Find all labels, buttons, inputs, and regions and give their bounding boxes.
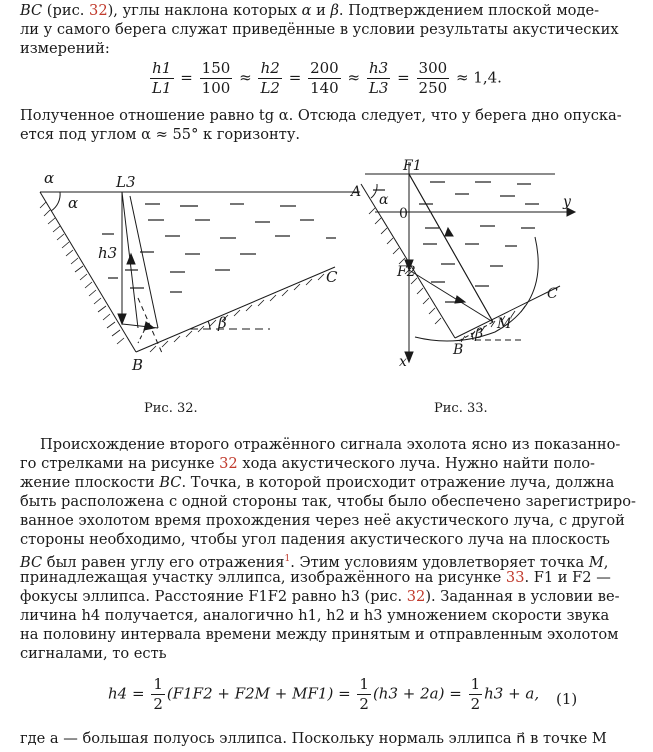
equation-part: h3 + a, <box>484 684 540 703</box>
equation-part: (F1F2 + F2M + MF1) = <box>166 684 356 703</box>
para2-line-8 <box>20 569 611 587</box>
alpha-arc <box>371 184 377 198</box>
fraction-half <box>151 676 165 713</box>
fraction-h1-l1 <box>150 60 174 97</box>
text-fragment: фокусы эллипса. Расстояние F1F2 равно h3 (рис. <box>20 588 407 605</box>
fig32-label-alpha-top: α <box>44 169 55 187</box>
text-fragment: жение плоскости <box>20 474 160 491</box>
equals-sign: = <box>288 68 302 87</box>
text-fragment: был равен углу его отражения <box>42 553 285 571</box>
fig32-label-h3: h3 <box>98 244 118 262</box>
text-fragment: . Точка, в которой происходит отражение луча, должна <box>181 474 615 491</box>
equation-result: ≈ 1,4. <box>455 68 502 87</box>
fig33-label-x: x <box>399 354 407 370</box>
para2-line-9 <box>20 588 620 606</box>
fig33-label-f2: F2 <box>397 264 416 280</box>
fraction-den: 2 <box>153 695 163 713</box>
text-line-top-2: ли у самого берега служат приведённые в условии результаты акустических <box>20 21 619 38</box>
fraction-num: 300 <box>418 59 448 77</box>
fig33-label-b: B <box>453 342 464 358</box>
math-beta: β <box>330 2 339 19</box>
fraction-h3-l3 <box>367 60 391 97</box>
fig33-label-zero: 0 <box>399 206 408 222</box>
math-bc: BC <box>20 2 43 19</box>
para2-line-11: на половину интервала времени между принятым и отправленным эхолотом <box>20 626 619 643</box>
caption-fig-32: Рис. 32. <box>144 401 198 416</box>
fraction-num: h2 <box>258 60 282 79</box>
text-fragment: . Этим условиям удовлетворяет точка <box>290 553 589 571</box>
fraction-num: 1 <box>153 675 163 693</box>
para2-line-2 <box>20 455 595 473</box>
figure-33 <box>345 152 585 377</box>
para2-line-10: личина h4 получается, аналогично h1, h2 и h3 умножением скорости звука <box>20 607 610 624</box>
ray-return <box>409 174 493 322</box>
equation-part: (h3 + 2a) = <box>372 684 467 703</box>
fig33-label-beta: β <box>475 326 484 342</box>
text-fragment: го стрелками на рисунке <box>20 455 220 472</box>
footnote-ref-1[interactable]: 1 <box>284 554 291 564</box>
fraction-den: 100 <box>201 79 231 97</box>
fig32-label-c: C <box>326 268 338 286</box>
equation-lhs: h4 = <box>108 684 150 703</box>
figure-ref-32[interactable]: 32 <box>219 455 238 472</box>
fraction-den: L3 <box>368 79 389 97</box>
text-fragment: . F1 и F2 — <box>524 569 611 586</box>
fig33-label-alpha: α <box>379 192 389 208</box>
beta-arc <box>208 321 210 329</box>
figure-ref-32[interactable]: 32 <box>406 588 426 605</box>
fraction-num: 200 <box>310 59 339 77</box>
slope-bc-line <box>136 267 335 352</box>
math-m: M <box>588 553 604 571</box>
fig32-label-beta: β <box>218 314 227 332</box>
text-line-result-1: Полученное отношение равно tg α. Отсюда следует, что у берега дно опуска- <box>20 107 622 124</box>
text-fragment: , <box>603 553 609 571</box>
para2-line-12: сигналами, то есть <box>20 645 167 662</box>
fraction-num: 1 <box>470 675 481 693</box>
figure-ref-32[interactable]: 32 <box>89 2 108 19</box>
ray-arrow-2 <box>445 228 453 236</box>
text-line-top-1 <box>20 2 600 20</box>
fraction-h2-l2 <box>258 60 282 97</box>
approx-sign: ≈ <box>239 68 252 87</box>
water-dashes <box>102 204 336 292</box>
para2-line-6: стороны необходимо, чтобы угол падения акустического луча на плоскость <box>20 531 610 548</box>
text-fragment: хода акустического луча. Нужно найти поло- <box>237 455 595 472</box>
fraction-num: 1 <box>359 675 369 693</box>
normal-dashed-line <box>138 298 162 353</box>
math-bc: BC <box>20 553 43 571</box>
fraction-den: 2 <box>470 695 481 713</box>
water-dashes <box>373 182 539 302</box>
fraction-num: 150 <box>201 59 231 77</box>
equation-ratio <box>148 60 502 97</box>
fraction-300-250 <box>417 60 450 97</box>
math-bc: BC <box>159 474 182 491</box>
equals-sign: = <box>180 68 193 87</box>
alpha-arc <box>51 192 60 211</box>
text-line-last: где a — большая полуось эллипса. Поскольку нормаль эллипса n⃗ в точке M <box>20 730 607 747</box>
h3-arrow-head <box>118 314 126 324</box>
text-fragment: и <box>311 2 331 19</box>
fraction-den: 2 <box>359 695 369 713</box>
fraction-num: h1 <box>150 60 174 79</box>
fig33-label-a: A <box>351 184 362 200</box>
fig33-label-y: y <box>563 194 571 210</box>
para2-line-4: быть расположена с одной стороны так, чтобы было обеспечено зарегистриро- <box>20 493 636 510</box>
math-alpha: α <box>301 2 312 19</box>
fraction-den: L1 <box>152 79 172 97</box>
ray-arrow-2 <box>127 254 135 264</box>
fig33-label-m: M <box>497 316 512 332</box>
equation-h4 <box>108 676 539 713</box>
text-fragment: . Подтверждением плоской моде- <box>338 2 600 19</box>
fraction-half <box>469 676 483 713</box>
fraction-200-140 <box>308 60 341 97</box>
para2-line-1: Происхождение второго отражённого сигнала эхолота ясно из показанно- <box>40 436 621 453</box>
fraction-den: L2 <box>260 79 280 97</box>
fraction-num: h3 <box>367 60 391 79</box>
text-fragment: (рис. <box>42 2 90 19</box>
fig32-label-l3: L3 <box>116 173 136 191</box>
ray-f2-m <box>409 270 493 322</box>
fig33-label-f1: F1 <box>403 158 422 174</box>
fig33-label-c: C <box>547 286 558 302</box>
text-line-top-3: измерений: <box>20 40 110 57</box>
text-fragment: ), углы наклона которых <box>107 2 302 19</box>
para2-line-5: ванное эхолотом время прохождения через неё акустического луча, с другой <box>20 512 625 529</box>
fig32-label-b: B <box>132 356 144 374</box>
figure-ref-33[interactable]: 33 <box>505 569 525 586</box>
equation-number: (1) <box>556 690 578 708</box>
text-line-result-2: ется под углом α ≈ 55° к горизонту. <box>20 126 301 143</box>
caption-fig-33: Рис. 33. <box>434 401 488 416</box>
fraction-den: 140 <box>310 79 339 97</box>
fig32-label-alpha: α <box>68 194 79 212</box>
equals-sign: = <box>397 68 410 87</box>
figure-32 <box>30 168 370 378</box>
fraction-half <box>357 676 371 713</box>
text-fragment: принадлежащая участку эллипса, изображённого на рисунке <box>20 569 506 586</box>
para2-line-3 <box>20 474 615 492</box>
fraction-150-100 <box>200 60 233 97</box>
fraction-den: 250 <box>418 79 448 97</box>
text-fragment: ). Заданная в условии ве- <box>425 588 620 605</box>
approx-sign: ≈ <box>347 68 361 87</box>
